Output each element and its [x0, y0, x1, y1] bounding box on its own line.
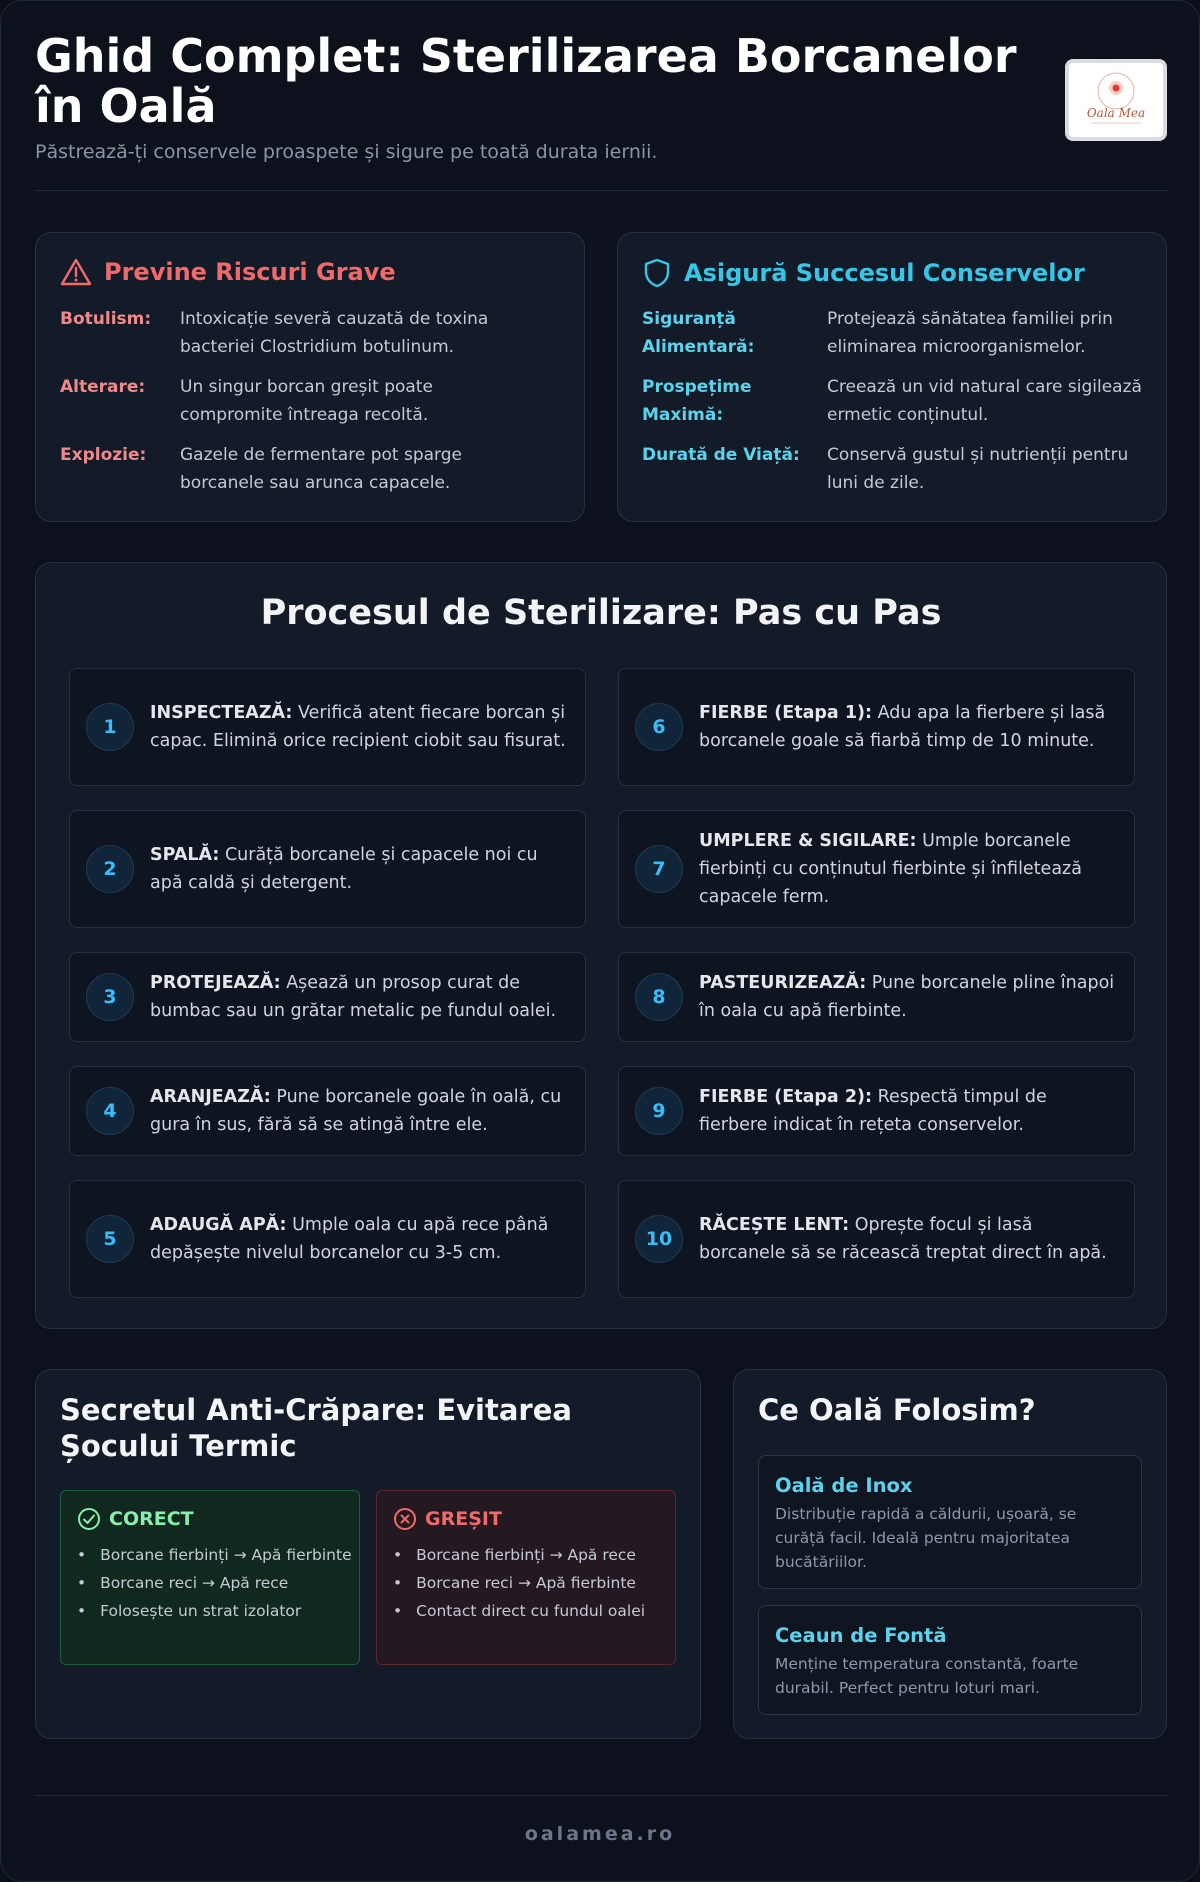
risk-item: Botulism: Intoxicație severă cauzată de toxina bacteriei Clostridium botulinum. [60, 309, 489, 357]
svg-text:Oala Mea: Oala Mea [1086, 106, 1146, 120]
step-number: 5 [86, 1215, 134, 1263]
step-number: 1 [86, 703, 134, 751]
step-card: 6 FIERBE (Etapa 1): Adu apa la fierbere și lasă borcanele goale să fiarbă timp de 10 minute. [618, 668, 1135, 786]
pot-option [758, 1455, 1142, 1589]
brand-logo [1065, 59, 1167, 141]
risks-title: Previne Riscuri Grave [60, 257, 396, 287]
step-card: 5 ADAUGĂ APĂ: Umple oala cu apă rece până depășește nivelul borcanelor cu 3-5 cm. [69, 1180, 586, 1298]
process-card [35, 562, 1167, 1329]
list-item: • Folosește un strat izolator [77, 1599, 353, 1623]
correct-box [60, 1490, 360, 1665]
check-circle-icon [77, 1507, 101, 1531]
success-card [617, 232, 1167, 522]
correct-label: CORECT [109, 1508, 194, 1530]
step-number: 10 [635, 1215, 683, 1263]
pots-card [733, 1369, 1167, 1739]
step-card: 9 FIERBE (Etapa 2): Respectă timpul de fierbere indicat în rețeta conservelor. [618, 1066, 1135, 1156]
list-item: • Borcane reci → Apă fierbinte [393, 1571, 669, 1595]
risks-card [35, 232, 585, 522]
step-card: 3 PROTEJEAZĂ: Așează un prosop curat de bumbac sau un grătar metalic pe fundul oalei. [69, 952, 586, 1042]
pots-title: Ce Oală Folosim? [758, 1393, 1036, 1427]
wrong-box [376, 1490, 676, 1665]
list-item: • Borcane fierbinți → Apă rece [393, 1543, 669, 1567]
shield-icon [642, 257, 672, 289]
step-number: 9 [635, 1087, 683, 1135]
wrong-list [393, 1543, 669, 1627]
logo-icon [1073, 67, 1159, 133]
step-number: 6 [635, 703, 683, 751]
pot-option [758, 1605, 1142, 1715]
step-card: 8 PASTEURIZEAZĂ: Pune borcanele pline înapoi în oala cu apă fierbinte. [618, 952, 1135, 1042]
step-card: 2 SPALĂ: Curăță borcanele și capacele noi cu apă caldă și detergent. [69, 810, 586, 928]
footer-site: oalamea.ro [524, 1823, 676, 1845]
step-card: 10 RĂCEȘTE LENT: Oprește focul și lasă borcanele să se răcească treptat direct în apă. [618, 1180, 1135, 1298]
thermal-card [35, 1369, 701, 1739]
pot-name: Oală de Inox [775, 1474, 913, 1497]
step-card: 1 INSPECTEAZĂ: Verifică atent fiecare borcan și capac. Elimină orice recipient ciobit sau fisurat. [69, 668, 586, 786]
page-title: Ghid Complet: Sterilizarea Borcanelor în Oală [35, 29, 1017, 133]
step-number: 8 [635, 973, 683, 1021]
step-number: 4 [86, 1087, 134, 1135]
correct-list [77, 1543, 353, 1627]
pot-description: Distribuție rapidă a căldurii, ușoară, se curăță facil. Ideală pentru majoritatea bucătăriilor. [775, 1505, 1077, 1571]
step-card: 4 ARANJEAZĂ: Pune borcanele goale în oală, cu gura în sus, fără să se atingă între ele. [69, 1066, 586, 1156]
risk-item: Alterare: Un singur borcan greșit poate compromite întreaga recoltă. [60, 377, 433, 425]
pot-name: Ceaun de Fontă [775, 1624, 947, 1647]
step-number: 3 [86, 973, 134, 1021]
success-item: Durată de Viață: Conservă gustul și nutrienții pentru luni de zile. [642, 445, 1129, 493]
success-item: Siguranță Alimentară: Protejează sănătatea familiei prin eliminarea microorganismelor. [642, 309, 1113, 357]
footer-divider [35, 1795, 1167, 1796]
wrong-label: GREȘIT [425, 1508, 502, 1530]
header [35, 31, 1167, 191]
x-circle-icon [393, 1507, 417, 1531]
warning-icon [60, 257, 92, 287]
pot-description: Menține temperatura constantă, foarte durabil. Perfect pentru loturi mari. [775, 1655, 1079, 1697]
risk-item: Explozie: Gazele de fermentare pot sparge borcanele sau arunca capacele. [60, 445, 462, 493]
step-number: 7 [635, 845, 683, 893]
step-card: 7 UMPLERE & SIGILARE: Umple borcanele fierbinți cu conținutul fierbinte și înfiletează capacele ferm. [618, 810, 1135, 928]
success-title: Asigură Succesul Conservelor [642, 257, 1085, 289]
list-item: • Contact direct cu fundul oalei [393, 1599, 669, 1623]
page-subtitle: Păstrează-ți conservele proaspete și sigure pe toată durata iernii. [35, 141, 658, 163]
process-title: Procesul de Sterilizare: Pas cu Pas [260, 593, 942, 633]
step-number: 2 [86, 845, 134, 893]
list-item: • Borcane fierbinți → Apă fierbinte [77, 1543, 353, 1567]
list-item: • Borcane reci → Apă rece [77, 1571, 353, 1595]
success-item: Prospețime Maximă: Creează un vid natural care sigilează ermetic conținutul. [642, 377, 1142, 425]
thermal-title: Secretul Anti-Crăpare: Evitarea Șocului Termic [60, 1393, 572, 1463]
